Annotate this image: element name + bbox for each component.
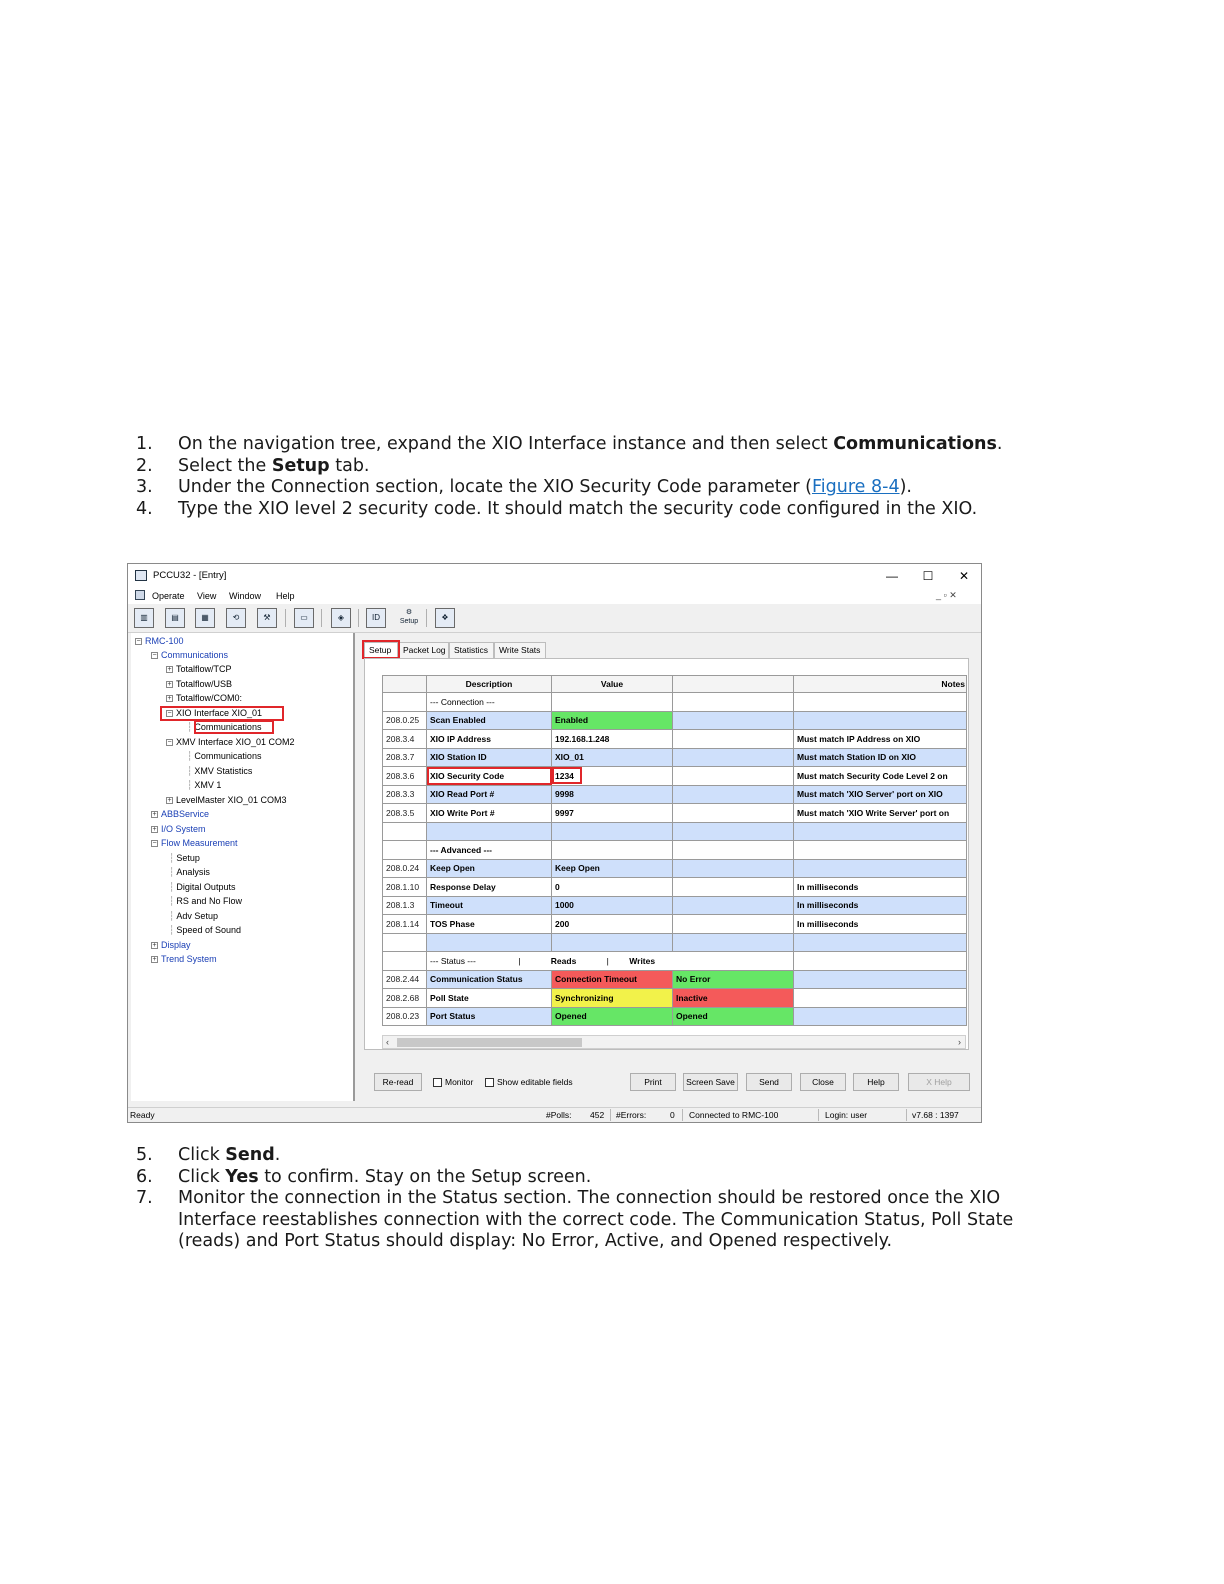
step-5: 5. Click Send. — [136, 1145, 281, 1165]
title-bar — [128, 564, 981, 588]
timeout-value[interactable]: 1000 — [552, 896, 673, 915]
screen-save-button[interactable]: Screen Save — [683, 1073, 738, 1091]
device-icon[interactable]: ▥ — [134, 608, 154, 628]
xio-station-value[interactable]: XIO_01 — [552, 748, 673, 767]
tree-node-xmv-communications[interactable]: ┆ Communications — [187, 751, 262, 761]
port-status-write: Opened — [673, 1007, 794, 1026]
menu-view[interactable]: View — [197, 591, 217, 601]
xio-ip-value[interactable]: 192.168.1.248 — [552, 730, 673, 749]
menu-operate[interactable]: Operate — [152, 591, 185, 601]
table-row: 208.1.14 TOS Phase 200 In milliseconds — [383, 915, 967, 934]
status-ready: Ready — [130, 1110, 155, 1120]
tos-phase-value[interactable]: 200 — [552, 915, 673, 934]
table-row: 208.3.6 XIO Security Code 1234 Must match Security Code Level 2 on — [383, 767, 967, 786]
tab-statistics[interactable]: Statistics — [449, 642, 494, 658]
tree-node-trend[interactable]: + Trend System — [152, 954, 217, 964]
section-advanced: --- Advanced --- — [383, 841, 967, 860]
tree-node-root[interactable]: − RMC-100 — [136, 636, 184, 646]
tree-node-xmv-statistics[interactable]: ┆ XMV Statistics — [187, 766, 253, 776]
pccu32-window — [127, 563, 982, 1123]
port-status-read: Opened — [552, 1007, 673, 1026]
scan-enabled-value[interactable]: Enabled — [552, 711, 673, 730]
errors-label: #Errors: — [616, 1110, 647, 1120]
close-button[interactable]: ✕ — [958, 569, 970, 583]
security-code-input[interactable]: 1234 — [552, 767, 673, 786]
tree-node-flow-analysis[interactable]: ┆ Analysis — [169, 867, 210, 877]
highlight-setup-tab — [362, 640, 400, 659]
tree-node-flow[interactable]: − Flow Measurement — [152, 838, 238, 848]
horizontal-scrollbar[interactable] — [382, 1035, 966, 1049]
app-icon — [135, 570, 147, 581]
menu-help[interactable]: Help — [276, 591, 295, 601]
tree-node-levelmaster[interactable]: + LevelMaster XIO_01 COM3 — [167, 795, 287, 805]
errors-value: 0 — [670, 1110, 675, 1120]
table-row: 208.0.25 Scan Enabled Enabled — [383, 711, 967, 730]
status-bar — [128, 1107, 981, 1123]
tree-node-flow-rs[interactable]: ┆ RS and No Flow — [169, 896, 242, 906]
col-value: Value — [552, 676, 673, 693]
tree-node-flow-setup[interactable]: ┆ Setup — [169, 853, 200, 863]
table-row: 208.3.4 XIO IP Address 192.168.1.248 Must match IP Address on XIO — [383, 730, 967, 749]
step-3: 3. Under the Connection section, locate the XIO Security Code parameter (Figure 8-4). — [136, 477, 912, 498]
table-row: 208.1.10 Response Delay 0 In milliseconds — [383, 878, 967, 897]
tools-icon[interactable]: ⚒ — [257, 608, 277, 628]
tree-node-com0[interactable]: + Totalflow/COM0: — [167, 693, 243, 703]
help-button[interactable]: Help — [853, 1073, 899, 1091]
poll-state-write: Inactive — [673, 989, 794, 1008]
minimize-button[interactable]: — — [886, 569, 898, 583]
setup-panel — [358, 633, 981, 1101]
window-title: PCCU32 - [Entry] — [153, 570, 227, 581]
tab-packet-log[interactable]: Packet Log — [398, 642, 449, 658]
section-status: --- Status --- | Reads | Writes — [383, 952, 967, 971]
setup-grid — [382, 675, 967, 1026]
print-button[interactable]: Print — [630, 1073, 676, 1091]
col-notes: Notes — [794, 676, 967, 693]
scroll-thumb[interactable] — [397, 1038, 582, 1047]
step-7: 7. Monitor the connection in the Status section. The connection should be restored once the XIO Interface reestablishes connection with the correct code. The Communication Status, Poll State (reads) and Port Status should display: No Error, Active, and Opened respectively. — [136, 1188, 1014, 1252]
maximize-button[interactable]: ☐ — [922, 569, 934, 583]
show-editable-checkbox[interactable]: Show editable fields — [485, 1077, 573, 1087]
step-6: 6. Click Yes to confirm. Stay on the Setup screen. — [136, 1166, 592, 1187]
diamond-icon[interactable]: ◈ — [331, 608, 351, 628]
tab-setup[interactable]: Setup — [364, 642, 398, 658]
calendar-icon[interactable]: ▦ — [195, 608, 215, 628]
figure-link[interactable]: Figure 8-4 — [812, 477, 900, 498]
menu-window[interactable]: Window — [229, 591, 262, 601]
tree-node-xmv1[interactable]: ┆ XMV 1 — [187, 780, 222, 790]
login-status: Login: user — [825, 1110, 868, 1120]
tab-write-stats[interactable]: Write Stats — [494, 642, 546, 658]
table-row: 208.0.24 Keep Open Keep Open — [383, 859, 967, 878]
tree-node-flow-sos[interactable]: ┆ Speed of Sound — [169, 925, 241, 935]
step-2: 2. Select the Setup tab. — [136, 455, 370, 476]
read-port-value[interactable]: 9998 — [552, 785, 673, 804]
keep-open-value[interactable]: Keep Open — [552, 859, 673, 878]
highlight-communications — [194, 720, 274, 734]
write-port-value[interactable]: 9997 — [552, 804, 673, 823]
refresh-icon[interactable]: ⟲ — [226, 608, 246, 628]
section-connection: --- Connection --- — [383, 693, 967, 712]
col-blank — [673, 676, 794, 693]
connected-status: Connected to RMC-100 — [689, 1110, 779, 1120]
table-row: 208.2.44 Communication Status Connection Timeout No Error — [383, 970, 967, 989]
comm-status-read: Connection Timeout — [552, 970, 673, 989]
comm-status-write: No Error — [673, 970, 794, 989]
col-description: Description — [427, 676, 552, 693]
table-row: 208.1.3 Timeout 1000 In milliseconds — [383, 896, 967, 915]
step-4: 4. Type the XIO level 2 security code. It should match the security code configured in the XIO. — [136, 498, 978, 519]
tree-node-flow-adv[interactable]: ┆ Adv Setup — [169, 911, 218, 921]
tree-node-tcp[interactable]: + Totalflow/TCP — [167, 664, 232, 674]
send-button[interactable]: Send — [746, 1073, 792, 1091]
id-icon[interactable]: ID — [366, 608, 386, 628]
table-row: 208.0.23 Port Status Opened Opened — [383, 1007, 967, 1026]
menu-bar — [128, 588, 981, 604]
entry-icon[interactable]: ▤ — [165, 608, 185, 628]
tree-node-display[interactable]: + Display — [152, 940, 191, 950]
response-delay-value[interactable]: 0 — [552, 878, 673, 897]
toolbar — [128, 604, 981, 633]
table-row: 208.2.68 Poll State Synchronizing Inactive — [383, 989, 967, 1008]
tree-node-communications[interactable]: − Communications — [152, 650, 229, 660]
close-dialog-button[interactable]: Close — [800, 1073, 846, 1091]
instruction-list-top — [136, 434, 1048, 520]
table-row: 208.3.5 XIO Write Port # 9997 Must match 'XIO Write Server' port on — [383, 804, 967, 823]
poll-state-read: Synchronizing — [552, 989, 673, 1008]
tree-node-abb[interactable]: + ABBService — [152, 809, 210, 819]
monitor-checkbox[interactable]: Monitor — [433, 1077, 473, 1087]
highlight-xio-interface — [160, 706, 284, 721]
security-code-label: XIO Security Code — [427, 767, 552, 786]
reread-button[interactable]: Re-read — [374, 1073, 422, 1091]
xhelp-button[interactable]: X Help — [908, 1073, 970, 1091]
tree-node-xmv[interactable]: − XMV Interface XIO_01 COM2 — [167, 737, 295, 747]
table-row: 208.3.7 XIO Station ID XIO_01 Must match Station ID on XIO — [383, 748, 967, 767]
scroll-right-icon[interactable]: › — [958, 1037, 961, 1047]
polls-label: #Polls: — [546, 1110, 572, 1120]
monitor-icon[interactable]: ▭ — [294, 608, 314, 628]
table-row: 208.3.3 XIO Read Port # 9998 Must match 'XIO Server' port on XIO — [383, 785, 967, 804]
tree-node-usb[interactable]: + Totalflow/USB — [167, 679, 233, 689]
step-1: 1. On the navigation tree, expand the XIO Interface instance and then select Communications. — [136, 434, 1003, 454]
mdi-controls[interactable]: _ ▫ ✕ — [936, 590, 957, 600]
book-icon[interactable]: ❖ — [435, 608, 455, 628]
navigation-tree — [131, 633, 355, 1101]
tree-node-io[interactable]: + I/O System — [152, 824, 206, 834]
tree-node-xio-interface[interactable]: − XIO Interface XIO_01 — [167, 708, 263, 718]
document-icon — [135, 590, 145, 600]
setup-icon[interactable]: ⚙ Setup — [399, 609, 419, 625]
scroll-left-icon[interactable]: ‹ — [386, 1037, 389, 1047]
setup-tab-page — [364, 658, 969, 1050]
instruction-list-bottom — [136, 1145, 1048, 1253]
tree-node-selected-communications[interactable]: ┆ Communications — [187, 722, 262, 732]
polls-value: 452 — [590, 1110, 605, 1120]
tree-node-flow-digital[interactable]: ┆ Digital Outputs — [169, 882, 236, 892]
version-status: v7.68 : 1397 — [912, 1110, 959, 1120]
